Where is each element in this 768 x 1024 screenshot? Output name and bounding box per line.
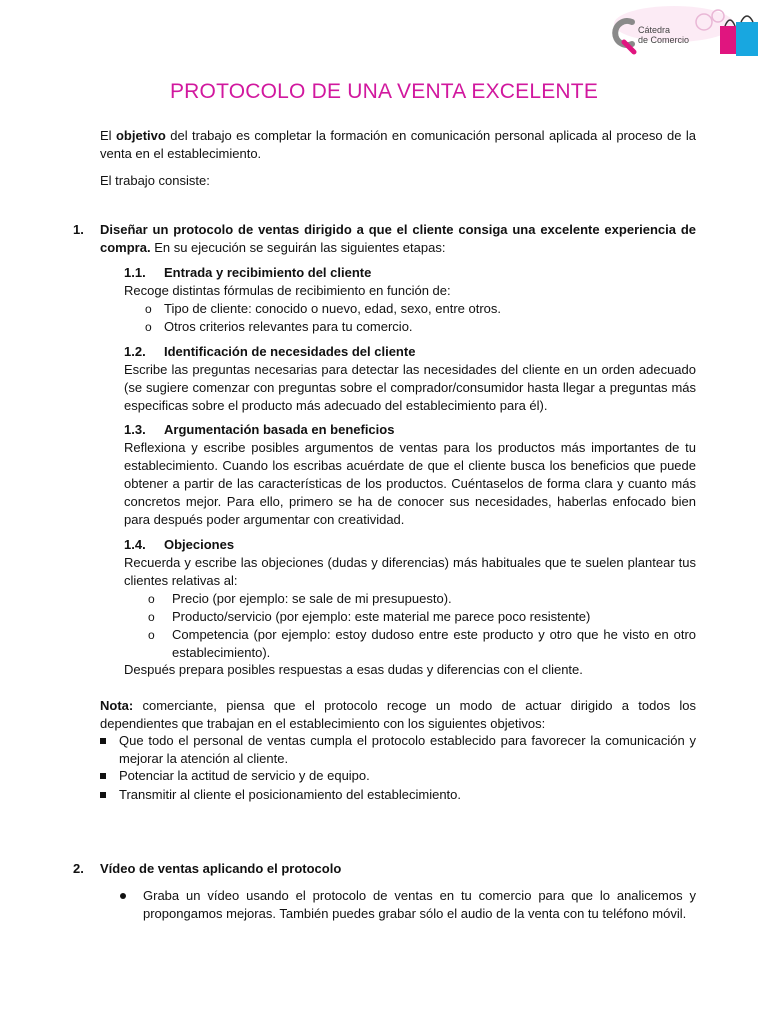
intro-paragraph bbox=[100, 127, 696, 163]
intro-post: del trabajo es completar la formación en comunicación personal aplicada al proceso de la venta en el establecimiento. bbox=[100, 128, 696, 161]
nota-text: comerciante, piensa que el protocolo recoge un modo de actuar dirigido a todos los dependientes que trabajan en el establecimiento con los siguientes objetivos: bbox=[100, 698, 696, 731]
sub-1-1-title: Entrada y recibimiento del cliente bbox=[164, 265, 372, 280]
sub-1-4-bullet-2: Producto/servicio (por ejemplo: este material me parece poco resistente) bbox=[172, 609, 591, 624]
section-1-heading-rest: En su ejecución se seguirán las siguientes etapas: bbox=[150, 240, 446, 255]
intro-bold: objetivo bbox=[115, 128, 166, 143]
circle-bullet-icon: o bbox=[148, 592, 155, 606]
section-1-heading-bold: Diseñar un protocolo de ventas dirigido a que el cliente consiga una excelente experiencia de compra. bbox=[100, 222, 696, 255]
sub-1-2-title: Identificación de necesidades del cliente bbox=[164, 344, 416, 359]
circle-bullet-icon: o bbox=[145, 302, 152, 316]
sub-1-4-after: Después prepara posibles respuestas a esas dudas y diferencias con el cliente. bbox=[124, 662, 583, 677]
square-bullet-icon bbox=[100, 773, 106, 779]
sub-1-4-bullet-1: Precio (por ejemplo: se sale de mi presupuesto). bbox=[172, 591, 452, 606]
section-1-number: 1. bbox=[73, 222, 84, 237]
sub-1-1-bullet-2: Otros criterios relevantes para tu comercio. bbox=[164, 319, 413, 334]
section-2-number: 2. bbox=[73, 861, 84, 876]
sub-1-1-number: 1.1. bbox=[124, 265, 146, 280]
sub-1-4-number: 1.4. bbox=[124, 537, 146, 552]
catedra-de-comercio-logo bbox=[596, 4, 766, 60]
sub-1-1-bullet-1: Tipo de cliente: conocido o nuevo, edad, sexo, entre otros. bbox=[164, 301, 502, 316]
section-2-bullet: Graba un vídeo usando el protocolo de ventas en tu comercio para que lo analicemos y propongamos mejoras. También puedes grabar sólo el audio de la venta con tu teléfono móvil. bbox=[143, 888, 696, 921]
circle-bullet-icon: o bbox=[148, 628, 155, 642]
sub-1-4-text: Recuerda y escribe las objeciones (dudas y diferencias) más habituales que te suelen plantear tus clientes relativas al: bbox=[124, 555, 696, 588]
sub-1-3-text: Reflexiona y escribe posibles argumentos de ventas para los productos más importantes de tu establecimiento. Cuando los escribas acuérdate de que el cliente busca los beneficios que puede obtener a partir de las características de los productos. Cuéntaselos de forma clara y cuanto más concretos mejor. Para ello, primero se ha de conocer sus necesidades, haberlas enfocado bien para después poder argumentar con creatividad. bbox=[124, 440, 696, 527]
nota-bullet-1: Que todo el personal de ventas cumpla el protocolo establecido para favorecer la comunicación y mejorar la atención al cliente. bbox=[119, 733, 696, 766]
circle-bullet-icon: o bbox=[148, 610, 155, 624]
nota-bullet-2: Potenciar la actitud de servicio y de equipo. bbox=[119, 768, 370, 783]
sub-1-3-number: 1.3. bbox=[124, 422, 146, 437]
sub-1-3-title: Argumentación basada en beneficios bbox=[164, 422, 395, 437]
section-2-heading: Vídeo de ventas aplicando el protocolo bbox=[100, 861, 342, 876]
nota-paragraph bbox=[100, 697, 696, 733]
sub-1-1-text: Recoge distintas fórmulas de recibimiento en función de: bbox=[124, 283, 451, 298]
section-1-heading bbox=[100, 221, 696, 257]
round-bullet-icon bbox=[120, 893, 126, 899]
square-bullet-icon bbox=[100, 792, 106, 798]
intro-pre: El bbox=[100, 128, 116, 143]
circle-bullet-icon: o bbox=[145, 320, 152, 334]
logo-line-1: Cátedra bbox=[638, 25, 671, 35]
logo-text bbox=[638, 25, 689, 45]
sub-1-2-text: Escribe las preguntas necesarias para detectar las necesidades del cliente en un orden adecuado (se sugiere comenzar con preguntas sobre el comprador/consumidor hasta llegar a preguntas más especificas sobre el producto más adecuado del establecimiento para él). bbox=[124, 362, 696, 413]
sub-1-2-number: 1.2. bbox=[124, 344, 146, 359]
nota-label: Nota: bbox=[100, 698, 134, 713]
sub-1-4-title: Objeciones bbox=[164, 537, 235, 552]
logo-line-2: de Comercio bbox=[638, 35, 690, 45]
page-title: PROTOCOLO DE UNA VENTA EXCELENTE bbox=[169, 80, 599, 103]
sub-1-4-bullet-3: Competencia (por ejemplo: estoy dudoso entre este producto y otro que he visto en otro establecimiento). bbox=[172, 627, 696, 660]
nota-bullet-3: Transmitir al cliente el posicionamiento del establecimiento. bbox=[119, 787, 462, 802]
intro-consists: El trabajo consiste: bbox=[100, 173, 210, 188]
square-bullet-icon bbox=[100, 738, 106, 744]
